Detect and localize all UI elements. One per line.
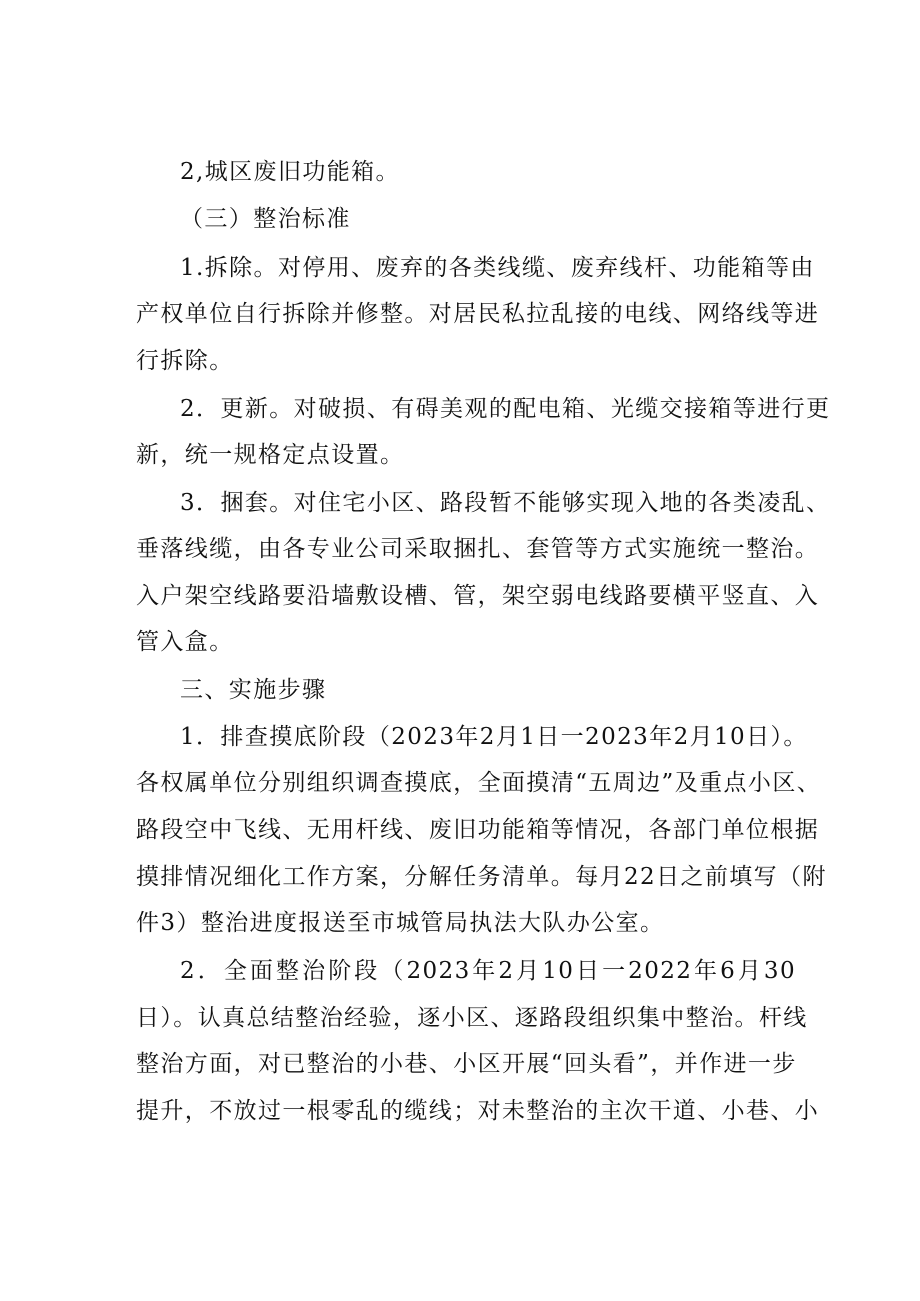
paragraph-line: 入户架空线路要沿墙敷设槽、管，架空弱电线路要横平竖直、入 (136, 583, 820, 609)
paragraph-line: 日）。认真总结整治经验，逐小区、逐路段组织集中整治。杆线 (136, 1005, 808, 1031)
paragraph-line: 整治方面，对已整治的小巷、小区开展“回头看”，并作进一步 (136, 1051, 797, 1077)
paragraph-line: 3．捆套。对住宅小区、路段暂不能够实现入地的各类凌乱、 (180, 490, 831, 516)
paragraph-line: 件3）整治进度报送至市城管局执法大队办公室。 (136, 910, 665, 936)
paragraph-line: 1．排查摸底阶段（2023年2月1日一2023年2月10日）。 (180, 724, 808, 750)
paragraph-line: 2．更新。对破损、有碍美观的配电箱、光缆交接箱等进行更 (180, 396, 831, 422)
paragraph-line: 1.拆除。对停用、废弃的各类线缆、废弃线杆、功能箱等由 (180, 255, 815, 281)
item-2-old-boxes: 2,城区废旧功能箱。 (180, 159, 400, 185)
paragraph-line: 产权单位自行拆除并修整。对居民私拉乱接的电线、网络线等进 (136, 301, 820, 327)
section-heading-implementation-steps: 三、实施步骤 (180, 677, 327, 703)
paragraph-line: 摸排情况细化工作方案，分解任务清单。每月22日之前填写（附 (136, 864, 827, 890)
paragraph-line: 管入盒。 (136, 629, 234, 655)
paragraph-line: 路段空中飞线、无用杆线、废旧功能箱等情况，各部门单位根据 (136, 817, 820, 843)
paragraph-line: 2．全面整治阶段（2023年2月10日一2022年6月30 (180, 958, 796, 984)
paragraph-line: 提升，不放过一根零乱的缆线；对未整治的主次干道、小巷、小 (136, 1098, 820, 1124)
paragraph-line: 行拆除。 (136, 348, 234, 374)
section-heading-standards: （三）整治标准 (180, 206, 351, 232)
paragraph-line: 新，统一规格定点设置。 (136, 442, 405, 468)
paragraph-line: 垂落线缆，由各专业公司采取捆扎、套管等方式实施统一整治。 (136, 536, 820, 562)
paragraph-line: 各权属单位分别组织调查摸底，全面摸清“五周边”及重点小区、 (136, 770, 822, 796)
